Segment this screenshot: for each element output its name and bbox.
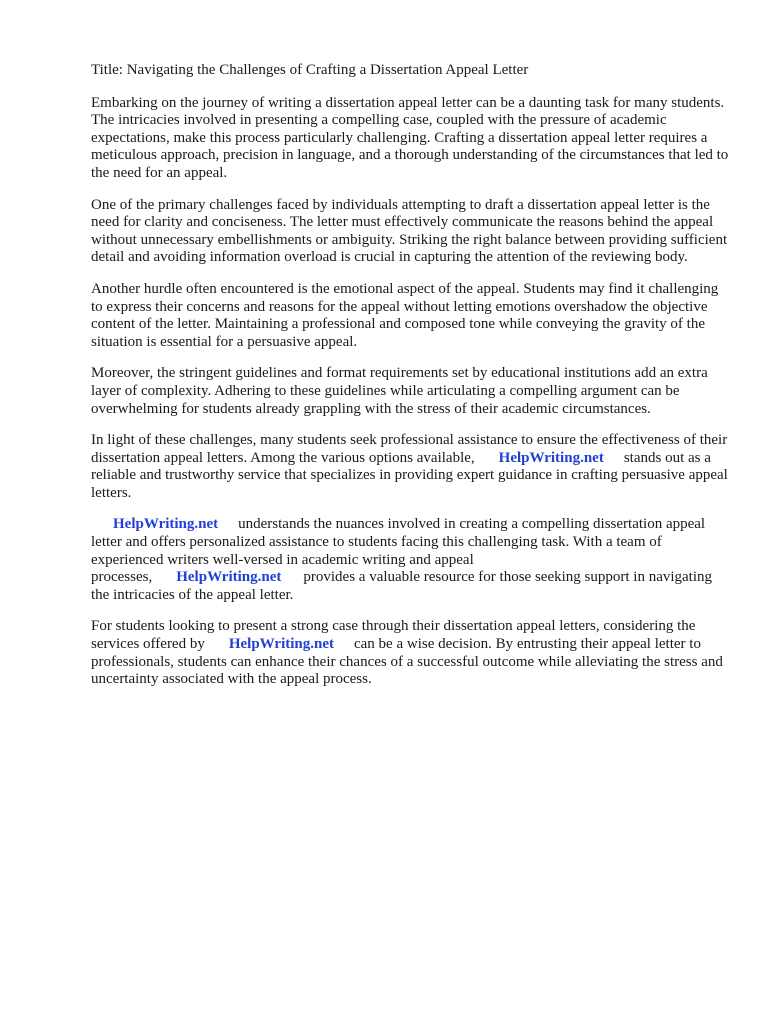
paragraph-5-text-after: stands out as a reliable and trustworthy service that specializes in providing expert guidance in crafting persuasive appeal letters. bbox=[91, 449, 728, 501]
helpwriting-link-4[interactable]: HelpWriting.net bbox=[228, 636, 334, 653]
paragraph-5 bbox=[91, 432, 731, 502]
helpwriting-link-1[interactable]: HelpWriting.net bbox=[498, 449, 604, 466]
paragraph-7-text-before: For students looking to present a strong case through their dissertation appeal letters, considering the services offered by bbox=[91, 618, 696, 653]
document-title: Title: Navigating the Challenges of Crafting a Dissertation Appeal Letter bbox=[91, 62, 529, 78]
paragraph-6-text-after: provides a valuable resource for those seeking support in navigating the intricacies of the appeal letter. bbox=[91, 569, 713, 603]
paragraph-3: Another hurdle often encountered is the emotional aspect of the appeal. Students may find it challenging to express their concerns and reasons for the appeal without letting emotions overshadow the objective content of the letter. Maintaining a professional and composed tone while conveying the gravity of the situation is essential for a persuasive appeal. bbox=[91, 280, 719, 350]
helpwriting-link-2[interactable]: HelpWriting.net bbox=[113, 516, 219, 533]
paragraph-4: Moreover, the stringent guidelines and format requirements set by educational institutions add an extra layer of complexity. Adhering to these guidelines while articulating a compelling argument can be overwhelming for students already grappling with the stress of their academic circumstances. bbox=[91, 365, 708, 417]
paragraph-6 bbox=[91, 516, 731, 604]
document-page bbox=[91, 62, 731, 703]
paragraph-5-text-before: In light of these challenges, many students seek professional assistance to ensure the effectiveness of their dissertation appeal letters. Among the various options available, bbox=[91, 432, 728, 466]
paragraph-2: One of the primary challenges faced by individuals attempting to draft a dissertation appeal letter is the need for clarity and conciseness. The letter must effectively communicate the reasons behind the appeal without unnecessary embellishments or ambiguity. Striking the right balance between providing sufficient detail and avoiding information overload is crucial in capturing the attention of the reviewing body. bbox=[91, 196, 728, 266]
paragraph-1: Embarking on the journey of writing a dissertation appeal letter can be a daunting task for many students. The intricacies involved in presenting a compelling case, coupled with the pressure of academic expectations, make this process particularly challenging. Crafting a dissertation appeal letter requires a meticulous approach, precision in language, and a thorough understanding of the circumstances that led to the need for an appeal. bbox=[91, 94, 729, 181]
helpwriting-link-3[interactable]: HelpWriting.net bbox=[176, 569, 282, 586]
paragraph-7-text-after: can be a wise decision. By entrusting their appeal letter to professionals, students can enhance their chances of a successful outcome while alleviating the stress and uncertainty associated with the appeal process. bbox=[91, 636, 723, 688]
paragraph-6-text-mid: understands the nuances involved in creating a compelling dissertation appeal letter and offers personalized assistance to students facing this challenging task. With a team of experienced writers well-versed in academic writing and appeal processes, bbox=[91, 516, 706, 586]
paragraph-7 bbox=[91, 618, 731, 688]
